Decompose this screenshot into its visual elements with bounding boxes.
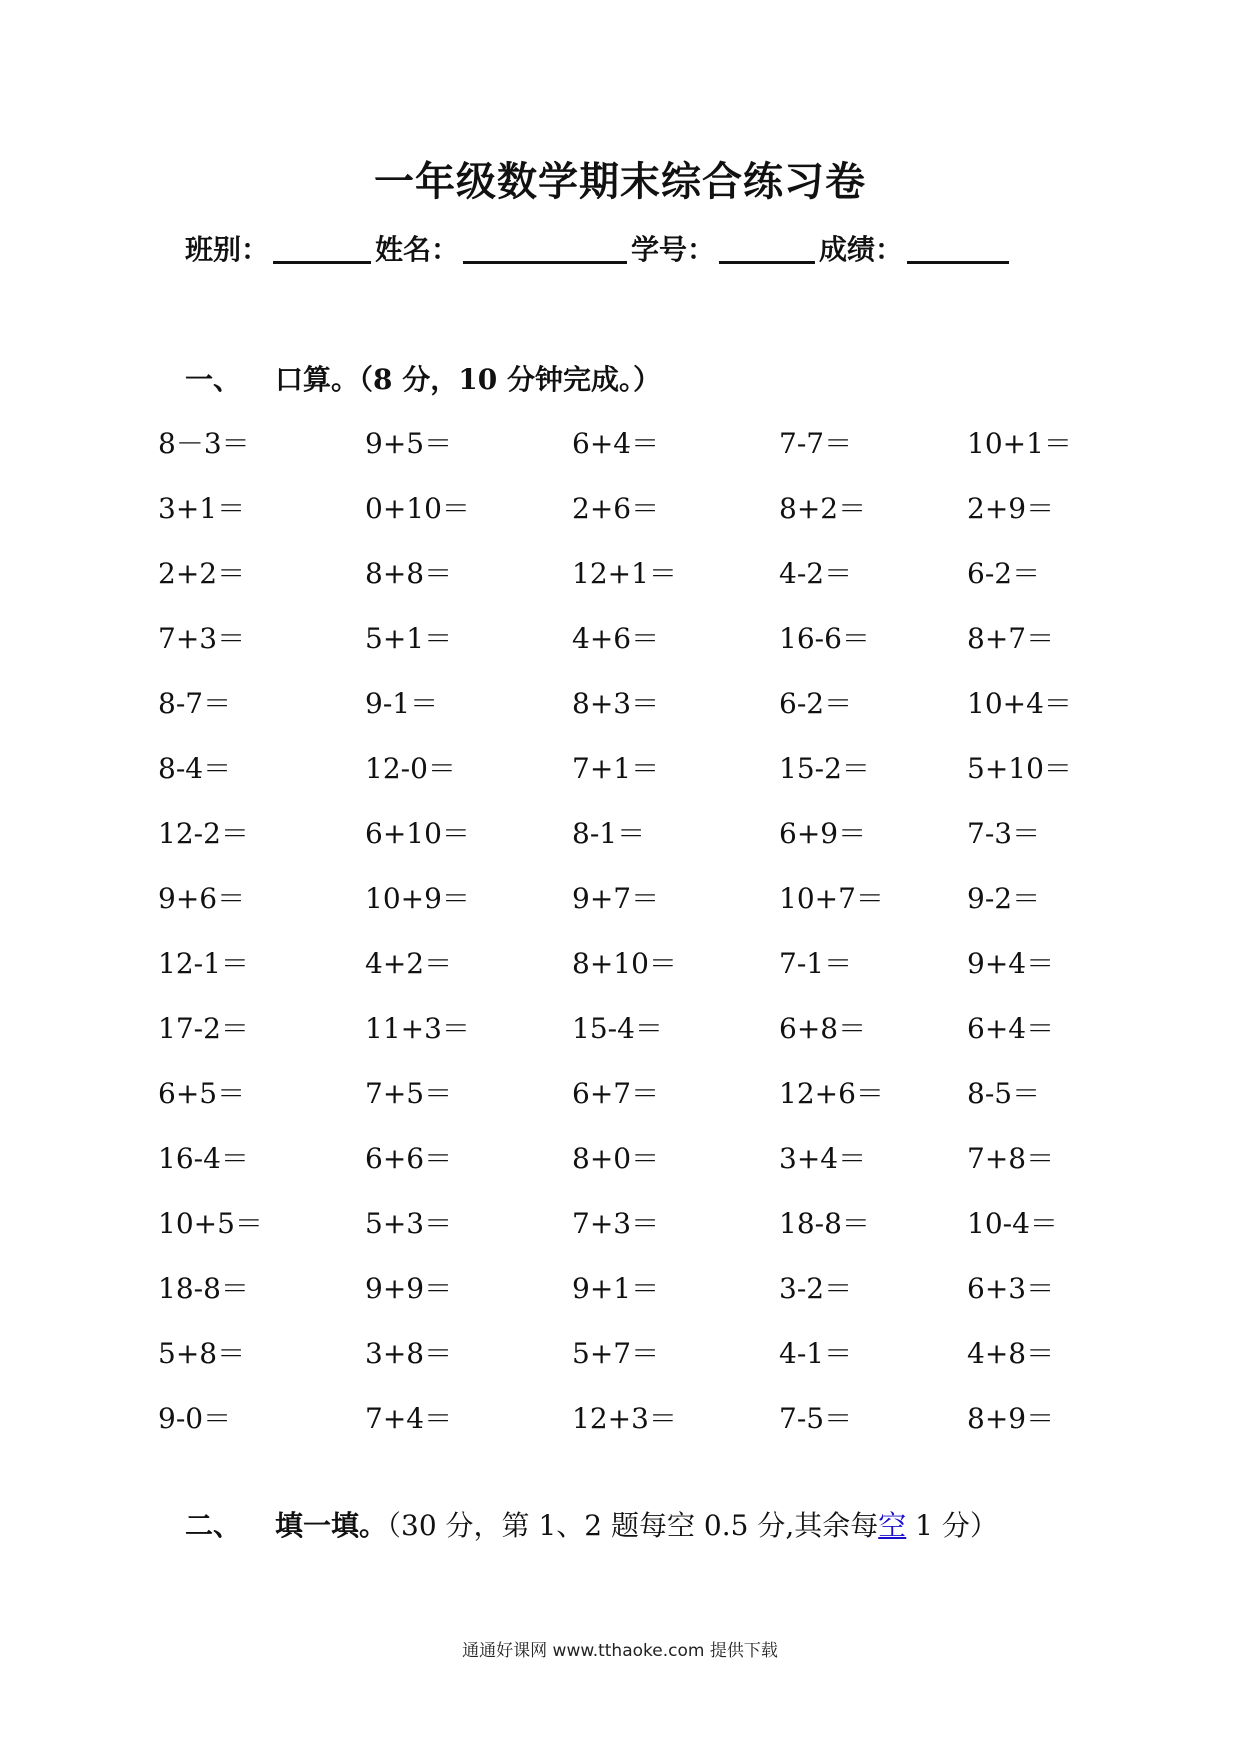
math-problem: 8+7＝: [967, 622, 1055, 655]
math-problem: 12-2＝: [158, 817, 249, 850]
math-problem: 7-1＝: [779, 947, 853, 980]
math-problem: 15-2＝: [779, 752, 870, 785]
problem-row: [158, 1137, 1118, 1202]
math-problem: 9+9＝: [365, 1272, 453, 1305]
math-problem: 8+3＝: [572, 687, 660, 720]
name-blank[interactable]: [463, 233, 627, 264]
class-blank[interactable]: [273, 233, 371, 264]
math-problem: 9+6＝: [158, 882, 246, 915]
math-problem: 8+10＝: [572, 947, 677, 980]
math-problem: 4-2＝: [779, 557, 853, 590]
math-problem: 7+3＝: [572, 1207, 660, 1240]
math-problem: 4-1＝: [779, 1337, 853, 1370]
math-problem: 6+6＝: [365, 1142, 453, 1175]
score-field: [819, 228, 1013, 268]
problem-row: [158, 812, 1118, 877]
section-2-note-start: （30 分，第 1、2 题每空 0.5 分,其余每: [387, 1509, 879, 1542]
math-problem: 18-8＝: [779, 1207, 870, 1240]
math-problem: 6+4＝: [572, 427, 660, 460]
math-problem: 2+9＝: [967, 492, 1055, 525]
math-problem: 10+9＝: [365, 882, 470, 915]
math-problem: 8+2＝: [779, 492, 867, 525]
math-problem: 8-7＝: [158, 687, 232, 720]
section-2-note: [387, 1509, 998, 1542]
section-1-label: 口算。: [275, 363, 360, 396]
math-problem: 10+1＝: [967, 427, 1072, 460]
math-problem: 5+8＝: [158, 1337, 246, 1370]
math-problem: 6-2＝: [779, 687, 853, 720]
problem-row: [158, 1007, 1118, 1072]
math-problem: 3-2＝: [779, 1272, 853, 1305]
math-problem: 8-4＝: [158, 752, 232, 785]
math-problem: 7+5＝: [365, 1077, 453, 1110]
math-problem: 8+9＝: [967, 1402, 1055, 1435]
math-problem: 9-2＝: [967, 882, 1041, 915]
math-problem: 4+8＝: [967, 1337, 1055, 1370]
math-problem: 10+7＝: [779, 882, 884, 915]
math-problem: 7+4＝: [365, 1402, 453, 1435]
math-problem: 12-0＝: [365, 752, 456, 785]
math-problem: 6+5＝: [158, 1077, 246, 1110]
math-problem: 3+4＝: [779, 1142, 867, 1175]
section-1-note: （8 分，10 分钟完成。）: [359, 363, 661, 396]
section-1-number: 一、: [185, 363, 242, 396]
math-problem: 8-1＝: [572, 817, 646, 850]
math-problem: 10+4＝: [967, 687, 1072, 720]
section-1-heading: [185, 358, 661, 398]
math-problem: 9-0＝: [158, 1402, 232, 1435]
footer-credit: 通通好课网 www.tthaoke.com 提供下载: [462, 1641, 778, 1661]
math-problem: 12+1＝: [572, 557, 677, 590]
problem-row: [158, 1072, 1118, 1137]
section-2-number: 二、: [185, 1509, 242, 1542]
math-problem: 10+5＝: [158, 1207, 263, 1240]
math-problem: 11+3＝: [365, 1012, 470, 1045]
math-problem: 0+10＝: [365, 492, 470, 525]
math-problem: 18-8＝: [158, 1272, 249, 1305]
math-problem: 15-4＝: [572, 1012, 663, 1045]
math-problem: 6+9＝: [779, 817, 867, 850]
student-id-blank[interactable]: [719, 233, 815, 264]
section-2-label: 填一填。: [275, 1509, 388, 1542]
math-problem: 7+3＝: [158, 622, 246, 655]
math-problem: 7-5＝: [779, 1402, 853, 1435]
math-problem: 8－3＝: [158, 427, 250, 460]
math-problem: 12-1＝: [158, 947, 249, 980]
math-problem: 6+10＝: [365, 817, 470, 850]
problem-row: [158, 1267, 1118, 1332]
math-problem: 2+6＝: [572, 492, 660, 525]
page-title: 一年级数学期末综合练习卷: [374, 159, 866, 205]
section-2-note-end: 1 分）: [906, 1509, 998, 1542]
math-problem: 16-6＝: [779, 622, 870, 655]
math-problem: 5+10＝: [967, 752, 1072, 785]
problem-row: [158, 682, 1118, 747]
math-problem: 7+1＝: [572, 752, 660, 785]
math-problem: 5+1＝: [365, 622, 453, 655]
problem-row: [158, 877, 1118, 942]
score-label: 成绩：: [819, 233, 904, 266]
section-2-heading: [185, 1504, 998, 1544]
math-problem: 4+6＝: [572, 622, 660, 655]
math-problem: 8+0＝: [572, 1142, 660, 1175]
math-problem: 4+2＝: [365, 947, 453, 980]
math-problem: 12+6＝: [779, 1077, 884, 1110]
section-2-note-link[interactable]: 空: [878, 1509, 907, 1542]
math-problem: 5+3＝: [365, 1207, 453, 1240]
math-problem: 6-2＝: [967, 557, 1041, 590]
math-problem: 6+4＝: [967, 1012, 1055, 1045]
class-field: [185, 228, 375, 268]
mental-math-grid: [158, 422, 1118, 1462]
score-blank[interactable]: [907, 233, 1009, 264]
problem-row: [158, 422, 1118, 487]
math-problem: 9+1＝: [572, 1272, 660, 1305]
student-id-label: 学号：: [631, 233, 716, 266]
math-problem: 7-3＝: [967, 817, 1041, 850]
math-problem: 2+2＝: [158, 557, 246, 590]
problem-row: [158, 487, 1118, 552]
math-problem: 12+3＝: [572, 1402, 677, 1435]
name-label: 姓名：: [375, 233, 460, 266]
math-problem: 8-5＝: [967, 1077, 1041, 1110]
math-problem: 7+8＝: [967, 1142, 1055, 1175]
problem-row: [158, 747, 1118, 812]
math-problem: 9+5＝: [365, 427, 453, 460]
student-info-line: [185, 228, 1013, 268]
problem-row: [158, 942, 1118, 1007]
name-field: [375, 228, 631, 268]
problem-row: [158, 1202, 1118, 1267]
math-problem: 10-4＝: [967, 1207, 1058, 1240]
math-problem: 9-1＝: [365, 687, 439, 720]
student-id-field: [631, 228, 819, 268]
class-label: 班别：: [185, 233, 270, 266]
problem-row: [158, 617, 1118, 682]
math-problem: 16-4＝: [158, 1142, 249, 1175]
math-problem: 8+8＝: [365, 557, 453, 590]
math-problem: 9+7＝: [572, 882, 660, 915]
math-problem: 6+7＝: [572, 1077, 660, 1110]
math-problem: 7-7＝: [779, 427, 853, 460]
math-problem: 3+1＝: [158, 492, 246, 525]
math-problem: 6+3＝: [967, 1272, 1055, 1305]
math-problem: 9+4＝: [967, 947, 1055, 980]
problem-row: [158, 552, 1118, 617]
problem-row: [158, 1332, 1118, 1397]
math-problem: 3+8＝: [365, 1337, 453, 1370]
problem-row: [158, 1397, 1118, 1462]
math-problem: 6+8＝: [779, 1012, 867, 1045]
math-problem: 5+7＝: [572, 1337, 660, 1370]
math-problem: 17-2＝: [158, 1012, 249, 1045]
